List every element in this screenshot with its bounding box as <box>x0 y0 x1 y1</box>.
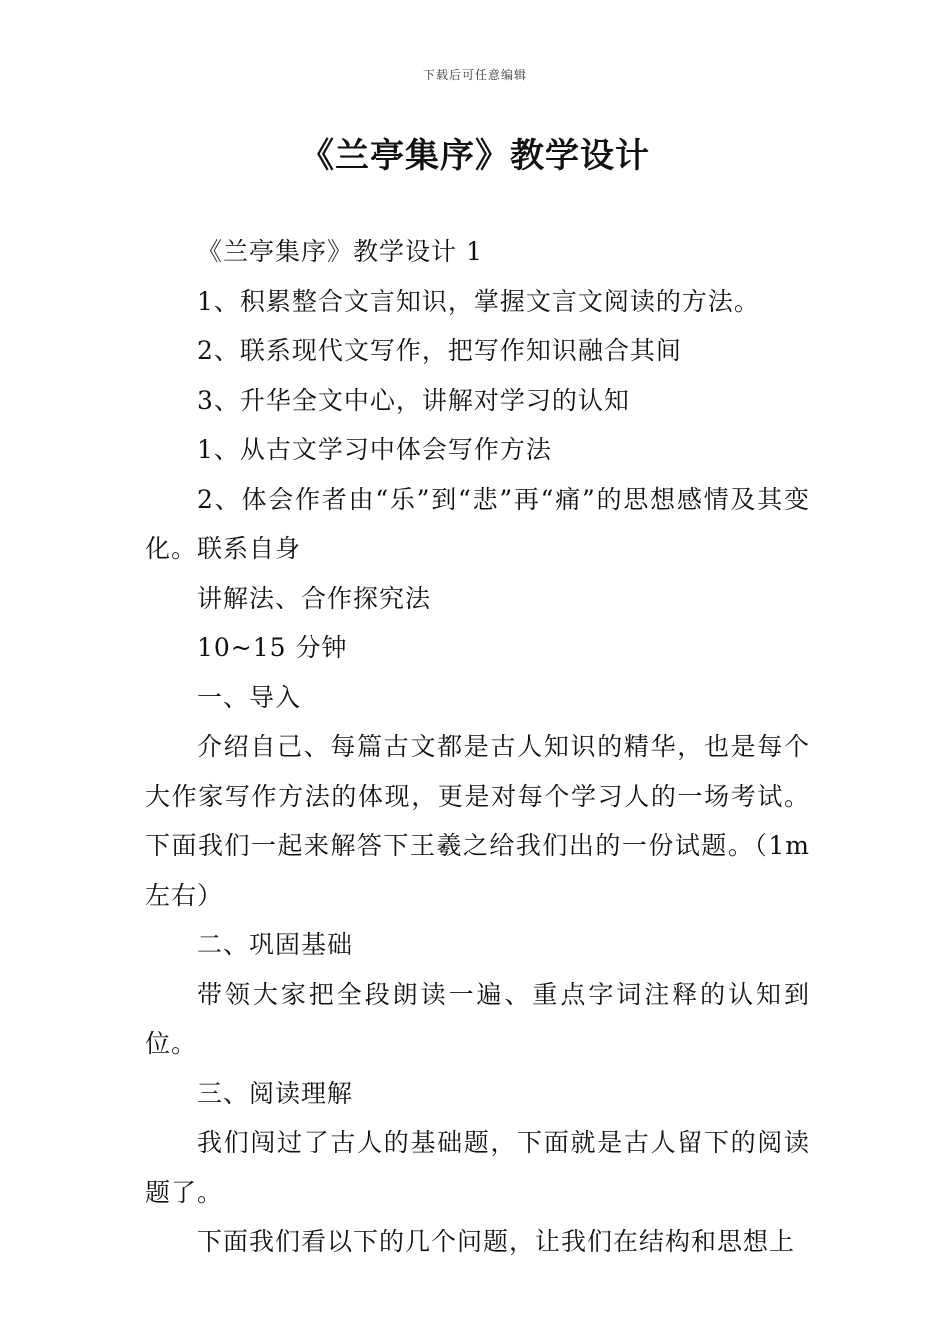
paragraph: 1、积累整合文言知识，掌握文言文阅读的方法。 <box>197 286 760 316</box>
paragraph: 二、巩固基础 <box>197 930 354 959</box>
paragraph: 10~15 分钟 <box>197 633 348 662</box>
paragraph: 一、导入 <box>197 682 302 712</box>
document-title: 《兰亭集序》教学设计 <box>300 136 650 176</box>
paragraph: 讲解法、合作探究法 <box>197 583 432 613</box>
paragraph: 《兰亭集序》教学设计 1 <box>197 237 483 266</box>
paragraph: 介绍自己、每篇古文都是古人知识的精华，也是每个大作家写作方法的体现，更是对每个学习人的一场考试。下面我们一起来解答下王羲之给我们出的一份试题。（1m 左右） <box>145 732 810 910</box>
paragraph: 2、体会作者由“乐”到“悲”再“痛”的思想感情及其变化。联系自身 <box>145 484 810 563</box>
header-note: 下载后可任意编辑 <box>422 68 527 82</box>
document-body <box>145 227 810 1267</box>
paragraph: 带领大家把全段朗读一遍、重点字词注释的认知到位。 <box>145 979 810 1058</box>
paragraph: 1、从古文学习中体会写作方法 <box>197 435 552 464</box>
paragraph: 3、升华全文中心，讲解对学习的认知 <box>197 385 630 415</box>
paragraph: 三、阅读理解 <box>197 1078 354 1108</box>
paragraph: 我们闯过了古人的基础题，下面就是古人留下的阅读题了。 <box>145 1128 810 1207</box>
paragraph: 2、联系现代文写作，把写作知识融合其间 <box>197 336 682 365</box>
paragraph: 下面我们看以下的几个问题，让我们在结构和思想上 <box>197 1227 796 1256</box>
